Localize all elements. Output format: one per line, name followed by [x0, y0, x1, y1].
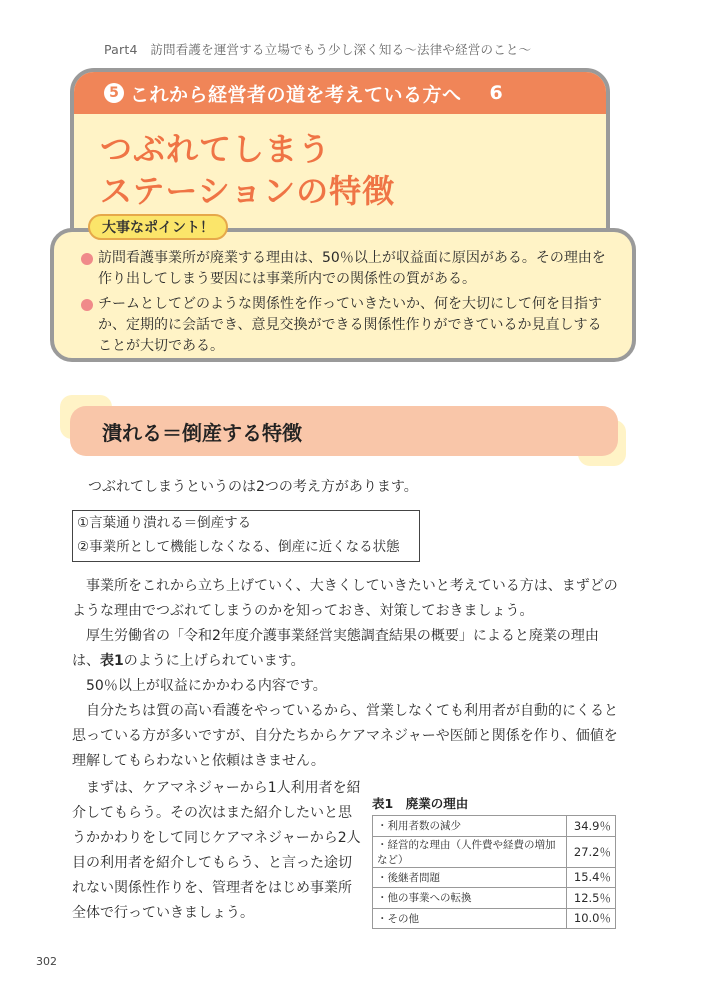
paragraph-text: 50％以上が収益にかかわる内容です。: [86, 678, 327, 694]
bullet-dot-icon: [81, 253, 93, 265]
paragraph-text: 自分たちは質の高い看護をやっているから、営業しなくても利用者が自動的にくると思っている方が多いですが、自分たちからケアマネジャーや医師と関係を作り、価値を理解してもらわないと依頼はきません。: [72, 703, 618, 769]
paragraph-text: 厚生労働省の「令和2年度介護事業経営実態調査結果の概要」によると廃業の理由は、: [72, 628, 599, 669]
table-cell-label: ・後継者問題: [373, 867, 567, 888]
table-cell-label: ・経営的な理由（人件費や経費の増加など）: [373, 836, 567, 867]
chapter-title: [100, 128, 395, 212]
table-row: [373, 836, 616, 867]
paragraph: [72, 776, 362, 926]
table-cell-label: ・その他: [373, 908, 567, 929]
table-cell-value: 15.4％: [567, 867, 616, 888]
key-points-box: [50, 228, 636, 362]
key-point-item: [82, 248, 608, 290]
section-heading-text: 潰れる＝倒産する特徴: [102, 420, 302, 445]
key-point-text: 訪問看護事業所が廃業する理由は、50％以上が収益面に原因がある。その理由を作り出してしまう要因には事業所内での関係性の質がある。: [98, 250, 606, 287]
boxed-list-item: ②事業所として機能しなくなる、倒産に近くなる状態: [77, 539, 400, 555]
table-cell-value: 34.9％: [567, 816, 616, 837]
table-row: [373, 888, 616, 909]
table-cell-value: 27.2％: [567, 836, 616, 867]
chapter-band-sub: 6: [489, 82, 503, 104]
paragraph: [72, 624, 620, 674]
key-point-text: チームとしてどのような関係性を作っていきたいか、何を大切にして何を目指すか、定期的に会話でき、意見交換ができる関係性作りができているか見直しすることが大切である。: [98, 296, 602, 354]
paragraph-text: 事業所をこれから立ち上げていく、大きくしていきたいと考えている方は、まずどのような理由でつぶれてしまうのかを知っておき、対策しておきましょう。: [72, 578, 618, 619]
paragraph: [72, 574, 620, 624]
running-head: Part4 訪問看護を運営する立場でもう少し深く知る～法律や経営のこと～: [104, 42, 532, 57]
page-number: 302: [36, 955, 57, 968]
key-points-badge: 大事なポイント！: [88, 214, 228, 240]
intro-text: つぶれてしまうというのは2つの考え方があります。: [88, 479, 418, 495]
table-reference: 表1: [100, 653, 124, 669]
closure-reasons-table: [372, 815, 616, 929]
chapter-band: [74, 72, 606, 114]
chapter-number-badge: 5: [104, 83, 124, 103]
key-point-item: [82, 294, 608, 357]
chapter-title-line1: つぶれてしまう: [100, 130, 332, 168]
paragraph: [72, 699, 620, 774]
paragraph-text: のように上げられています。: [123, 653, 305, 669]
table-cell-label: ・利用者数の減少: [373, 816, 567, 837]
table-cell-value: 10.0％: [567, 908, 616, 929]
chapter-title-line2: ステーションの特徴: [100, 172, 396, 210]
table-cell-label: ・他の事業への転換: [373, 888, 567, 909]
boxed-list-item: ①言葉通り潰れる＝倒産する: [77, 515, 252, 531]
table-cell-value: 12.5％: [567, 888, 616, 909]
table-row: [373, 816, 616, 837]
table-caption: 表1 廃業の理由: [372, 796, 469, 811]
paragraph-text: まずは、ケアマネジャーから1人利用者を紹介してもらう。その次はまた紹介したいと思うかかわりをして同じケアマネジャーから2人目の利用者を紹介してもらう、と言った途切れない関係性作りを、管理者をはじめ事業所全体で行っていきましょう。: [72, 780, 361, 921]
bullet-dot-icon: [81, 299, 93, 311]
paragraph: [72, 674, 620, 699]
table-row: [373, 908, 616, 929]
boxed-list: [72, 510, 420, 562]
table-row: [373, 867, 616, 888]
section-heading: [70, 406, 618, 456]
chapter-band-text: これから経営者の道を考えている方へ: [130, 83, 462, 106]
